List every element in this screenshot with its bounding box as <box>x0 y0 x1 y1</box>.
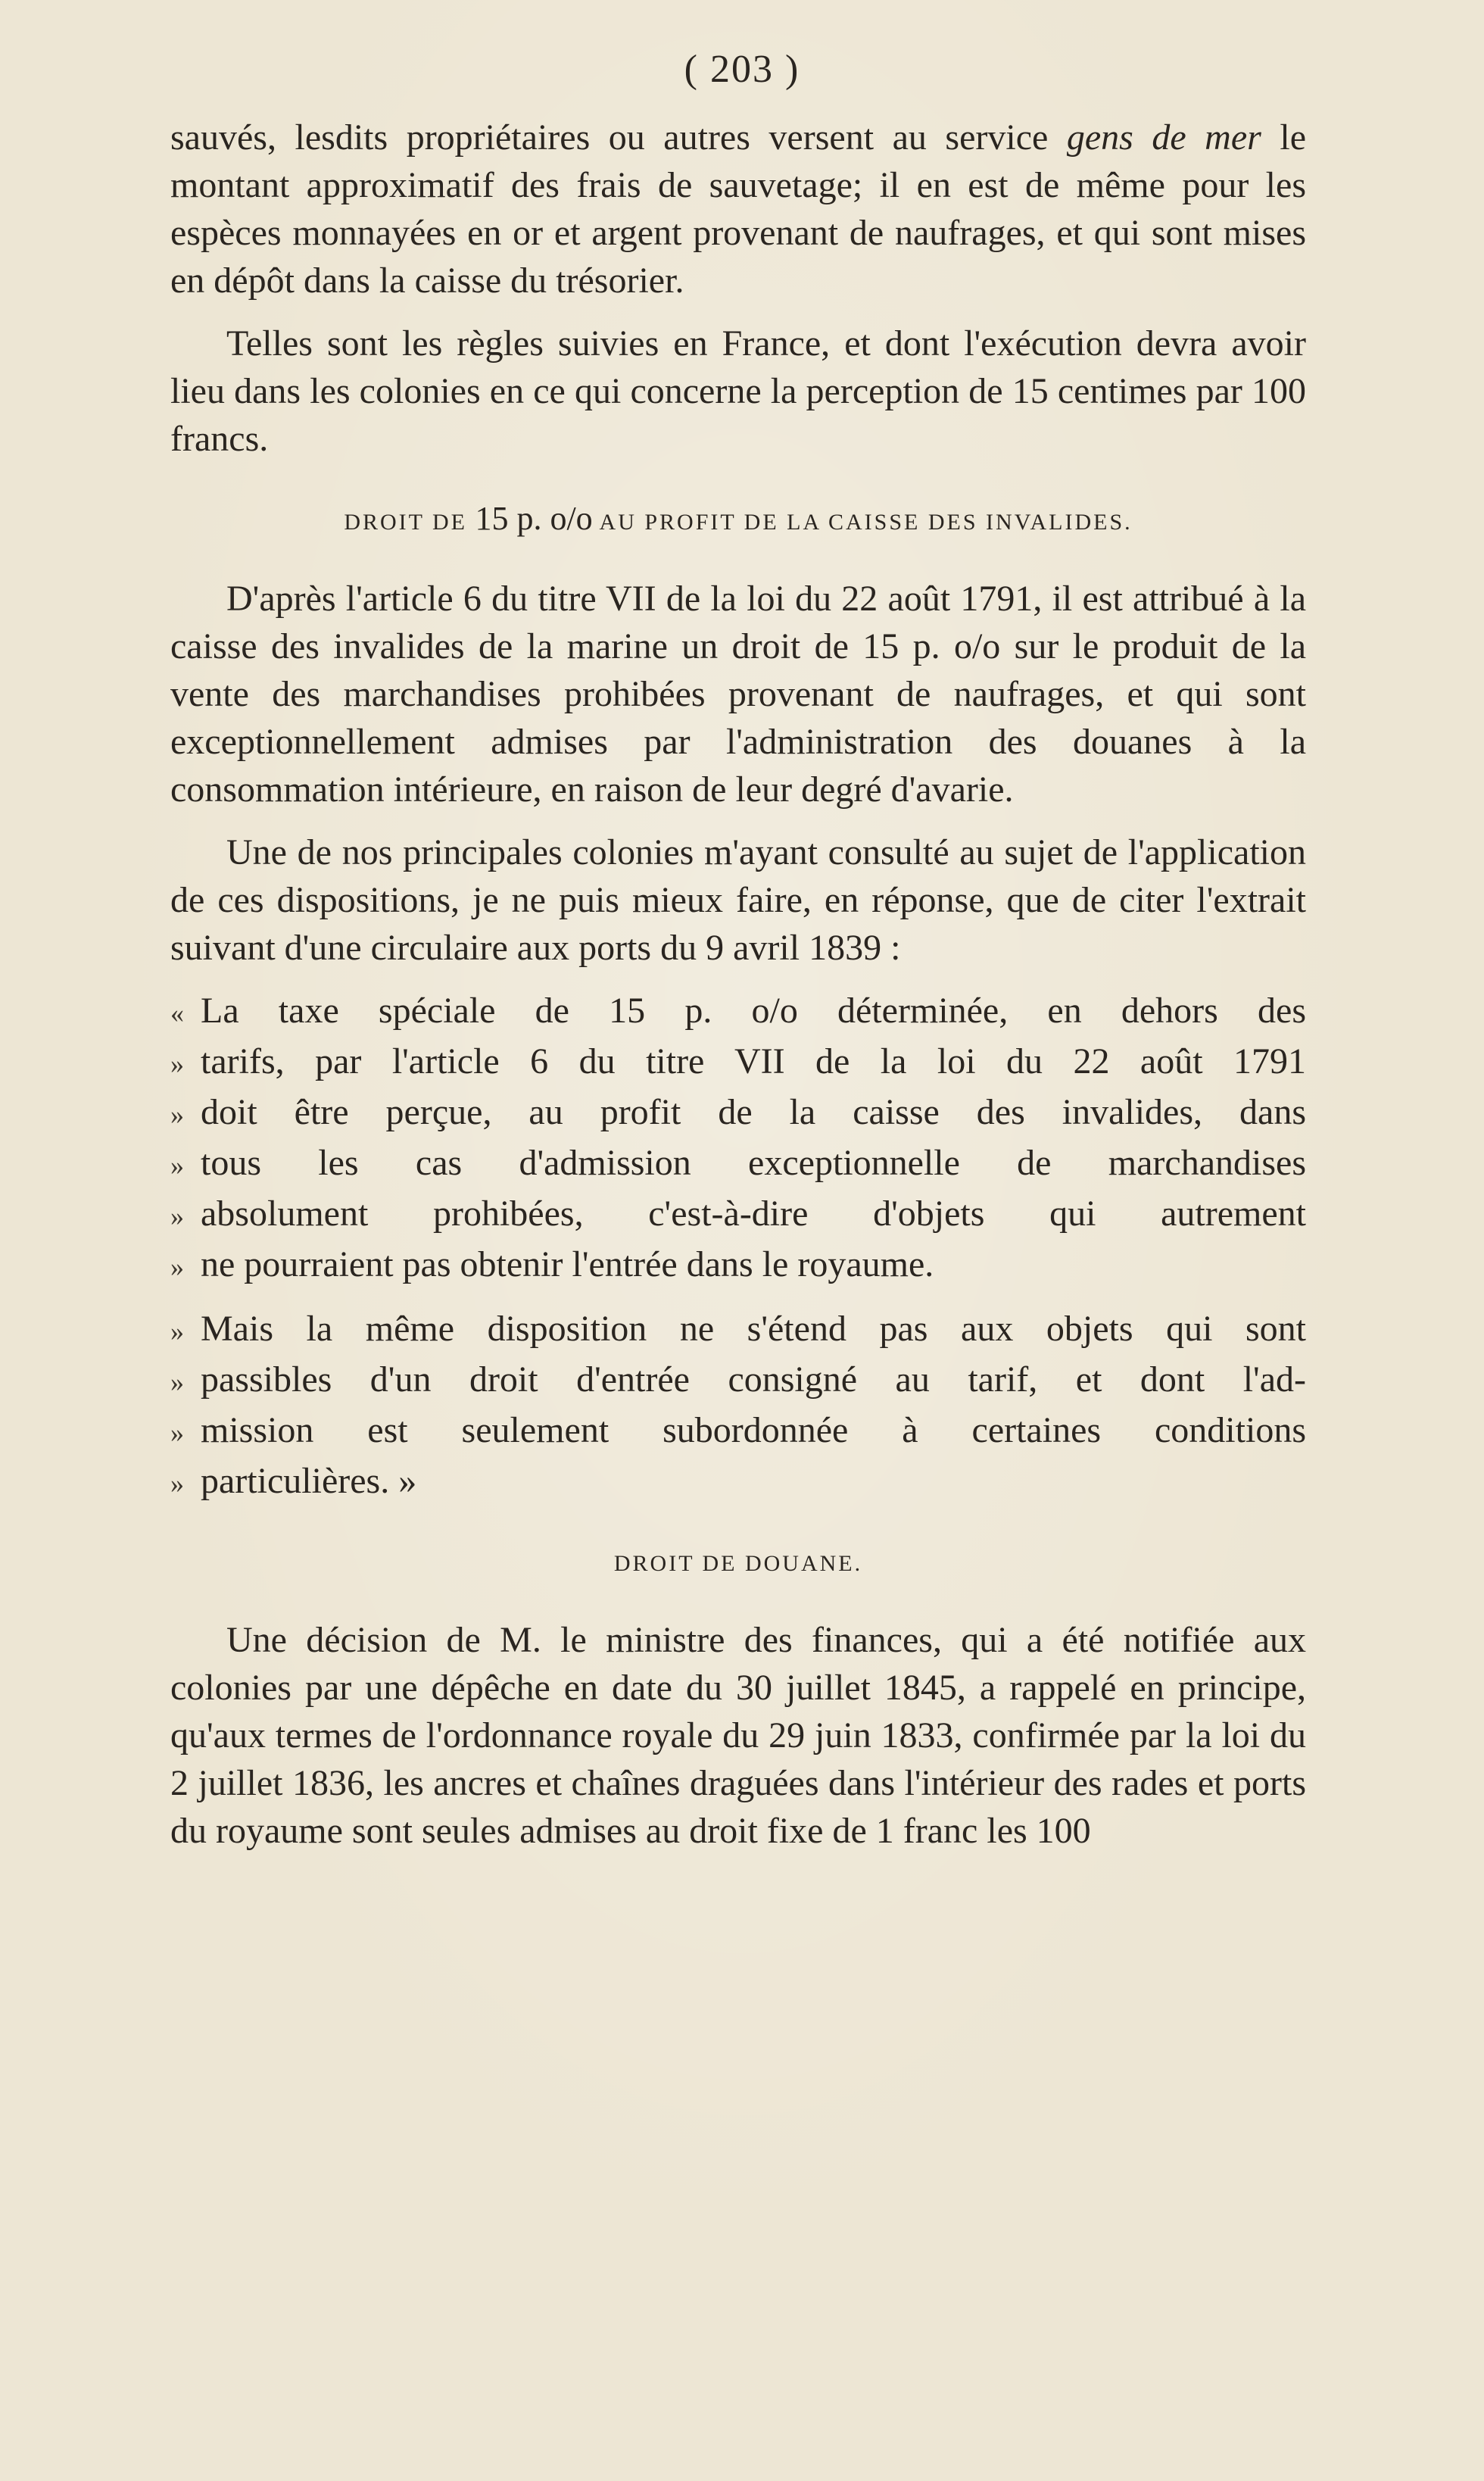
paragraph-rules-france: Telles sont les règles suivies en France, et dont l'exécution devra avoir lieu dans les colonies en ce qui concerne la perception de 15 centimes par 100 francs. <box>170 323 1306 459</box>
quote-mark: » <box>170 1201 184 1231</box>
quote-mark: » <box>170 1150 184 1181</box>
paragraph-continued-end: le montant approximatif des frais de sauvetage; il en est de même pour les espèces monnayées en or et argent provenant de naufrages, et qui sont mises en dépôt dans la caisse du trésorier. <box>170 117 1307 301</box>
body-text <box>170 114 1306 1870</box>
section-heading-invalides-start: DROIT DE <box>344 510 475 535</box>
paragraph-decision-ministre: Une décision de M. le ministre des finances, qui a été notifiée aux colonies par une dépêche en date du 30 juillet 1845, a rappelé en principe, qu'aux termes de l'ordonnance royale du 29 juin 1833, confirmée par la loi du 2 juillet 1836, les ancres et chaînes draguées dans l'intérieur des rades et ports du royaume sont seules admises au droit fixe de 1 franc les 100 <box>170 1620 1306 1851</box>
quote-line <box>170 1038 1306 1088</box>
paragraph-continued <box>170 114 1306 304</box>
quote-line-text: ne pourraient pas obtenir l'entrée dans le royaume. <box>201 1244 934 1284</box>
section-heading-invalides-end: AU PROFIT DE LA CAISSE DES INVALIDES. <box>592 510 1133 535</box>
page-number: ( 203 ) <box>684 48 800 91</box>
quote-line <box>170 1139 1306 1190</box>
quote-mark: » <box>170 1252 184 1282</box>
paragraph-colony-question: Une de nos principales colonies m'ayant consulté au sujet de l'application de ces dispositions, je ne puis mieux faire, en réponse, que de citer l'extrait suivant d'une circulaire aux ports du 9 avril 1839 : <box>170 832 1306 968</box>
quote-line-text: absolument prohibées, c'est-à-dire d'objets qui autrement <box>201 1194 1306 1234</box>
quote-mark: « <box>170 998 184 1028</box>
quote-mark: » <box>170 1367 184 1397</box>
quote-line <box>170 1356 1306 1406</box>
quote-line-text: tarifs, par l'article 6 du titre VII de la loi du 22 août 1791 <box>201 1041 1306 1081</box>
quote-line <box>170 1088 1306 1139</box>
quote-line-text: passibles d'un droit d'entrée consigné au tarif, et dont l'ad- <box>201 1359 1306 1400</box>
quote-line <box>170 1190 1306 1240</box>
quote-line-text: particulières. » <box>201 1461 417 1501</box>
paragraph-continued-start: sauvés, lesdits propriétaires ou autres versent au service <box>170 117 1067 158</box>
section-heading-douane: DROIT DE DOUANE. <box>613 1551 863 1576</box>
quote-mark: » <box>170 1049 184 1079</box>
quote-line <box>170 1305 1306 1356</box>
quote-line-text: La taxe spéciale de 15 p. o/o déterminée, en dehors des <box>201 991 1306 1031</box>
quote-line-text: doit être perçue, au profit de la caisse des invalides, dans <box>201 1092 1306 1132</box>
section-heading-invalides-rate: 15 p. o/o <box>475 500 593 537</box>
quote-mark: » <box>170 1100 184 1130</box>
italic-term: gens de mer <box>1066 117 1261 158</box>
circular-quote-1 <box>170 987 1306 1291</box>
quote-mark: » <box>170 1418 184 1448</box>
quote-line-text: tous les cas d'admission exceptionnelle de marchandises <box>201 1143 1306 1183</box>
quote-line <box>170 1457 1306 1508</box>
quote-line <box>170 987 1306 1038</box>
quote-line-text: mission est seulement subordonnée à certaines conditions <box>201 1410 1306 1450</box>
quote-line-text: Mais la même disposition ne s'étend pas aux objets qui sont <box>201 1309 1306 1349</box>
quote-line <box>170 1406 1306 1457</box>
circular-quote-2 <box>170 1305 1306 1508</box>
quote-mark: » <box>170 1316 184 1347</box>
section-heading-invalides <box>170 495 1306 546</box>
quote-mark: » <box>170 1468 184 1499</box>
paragraph-article-6: D'après l'article 6 du titre VII de la loi du 22 août 1791, il est attribué à la caisse des invalides de la marine un droit de 15 p. o/o sur le produit de la vente des marchandises prohibées provenant de naufrages, et qui sont exceptionnellement admises par l'administration des douanes à la consommation intérieure, en raison de leur degré d'avarie. <box>170 579 1306 810</box>
quote-line <box>170 1240 1306 1291</box>
